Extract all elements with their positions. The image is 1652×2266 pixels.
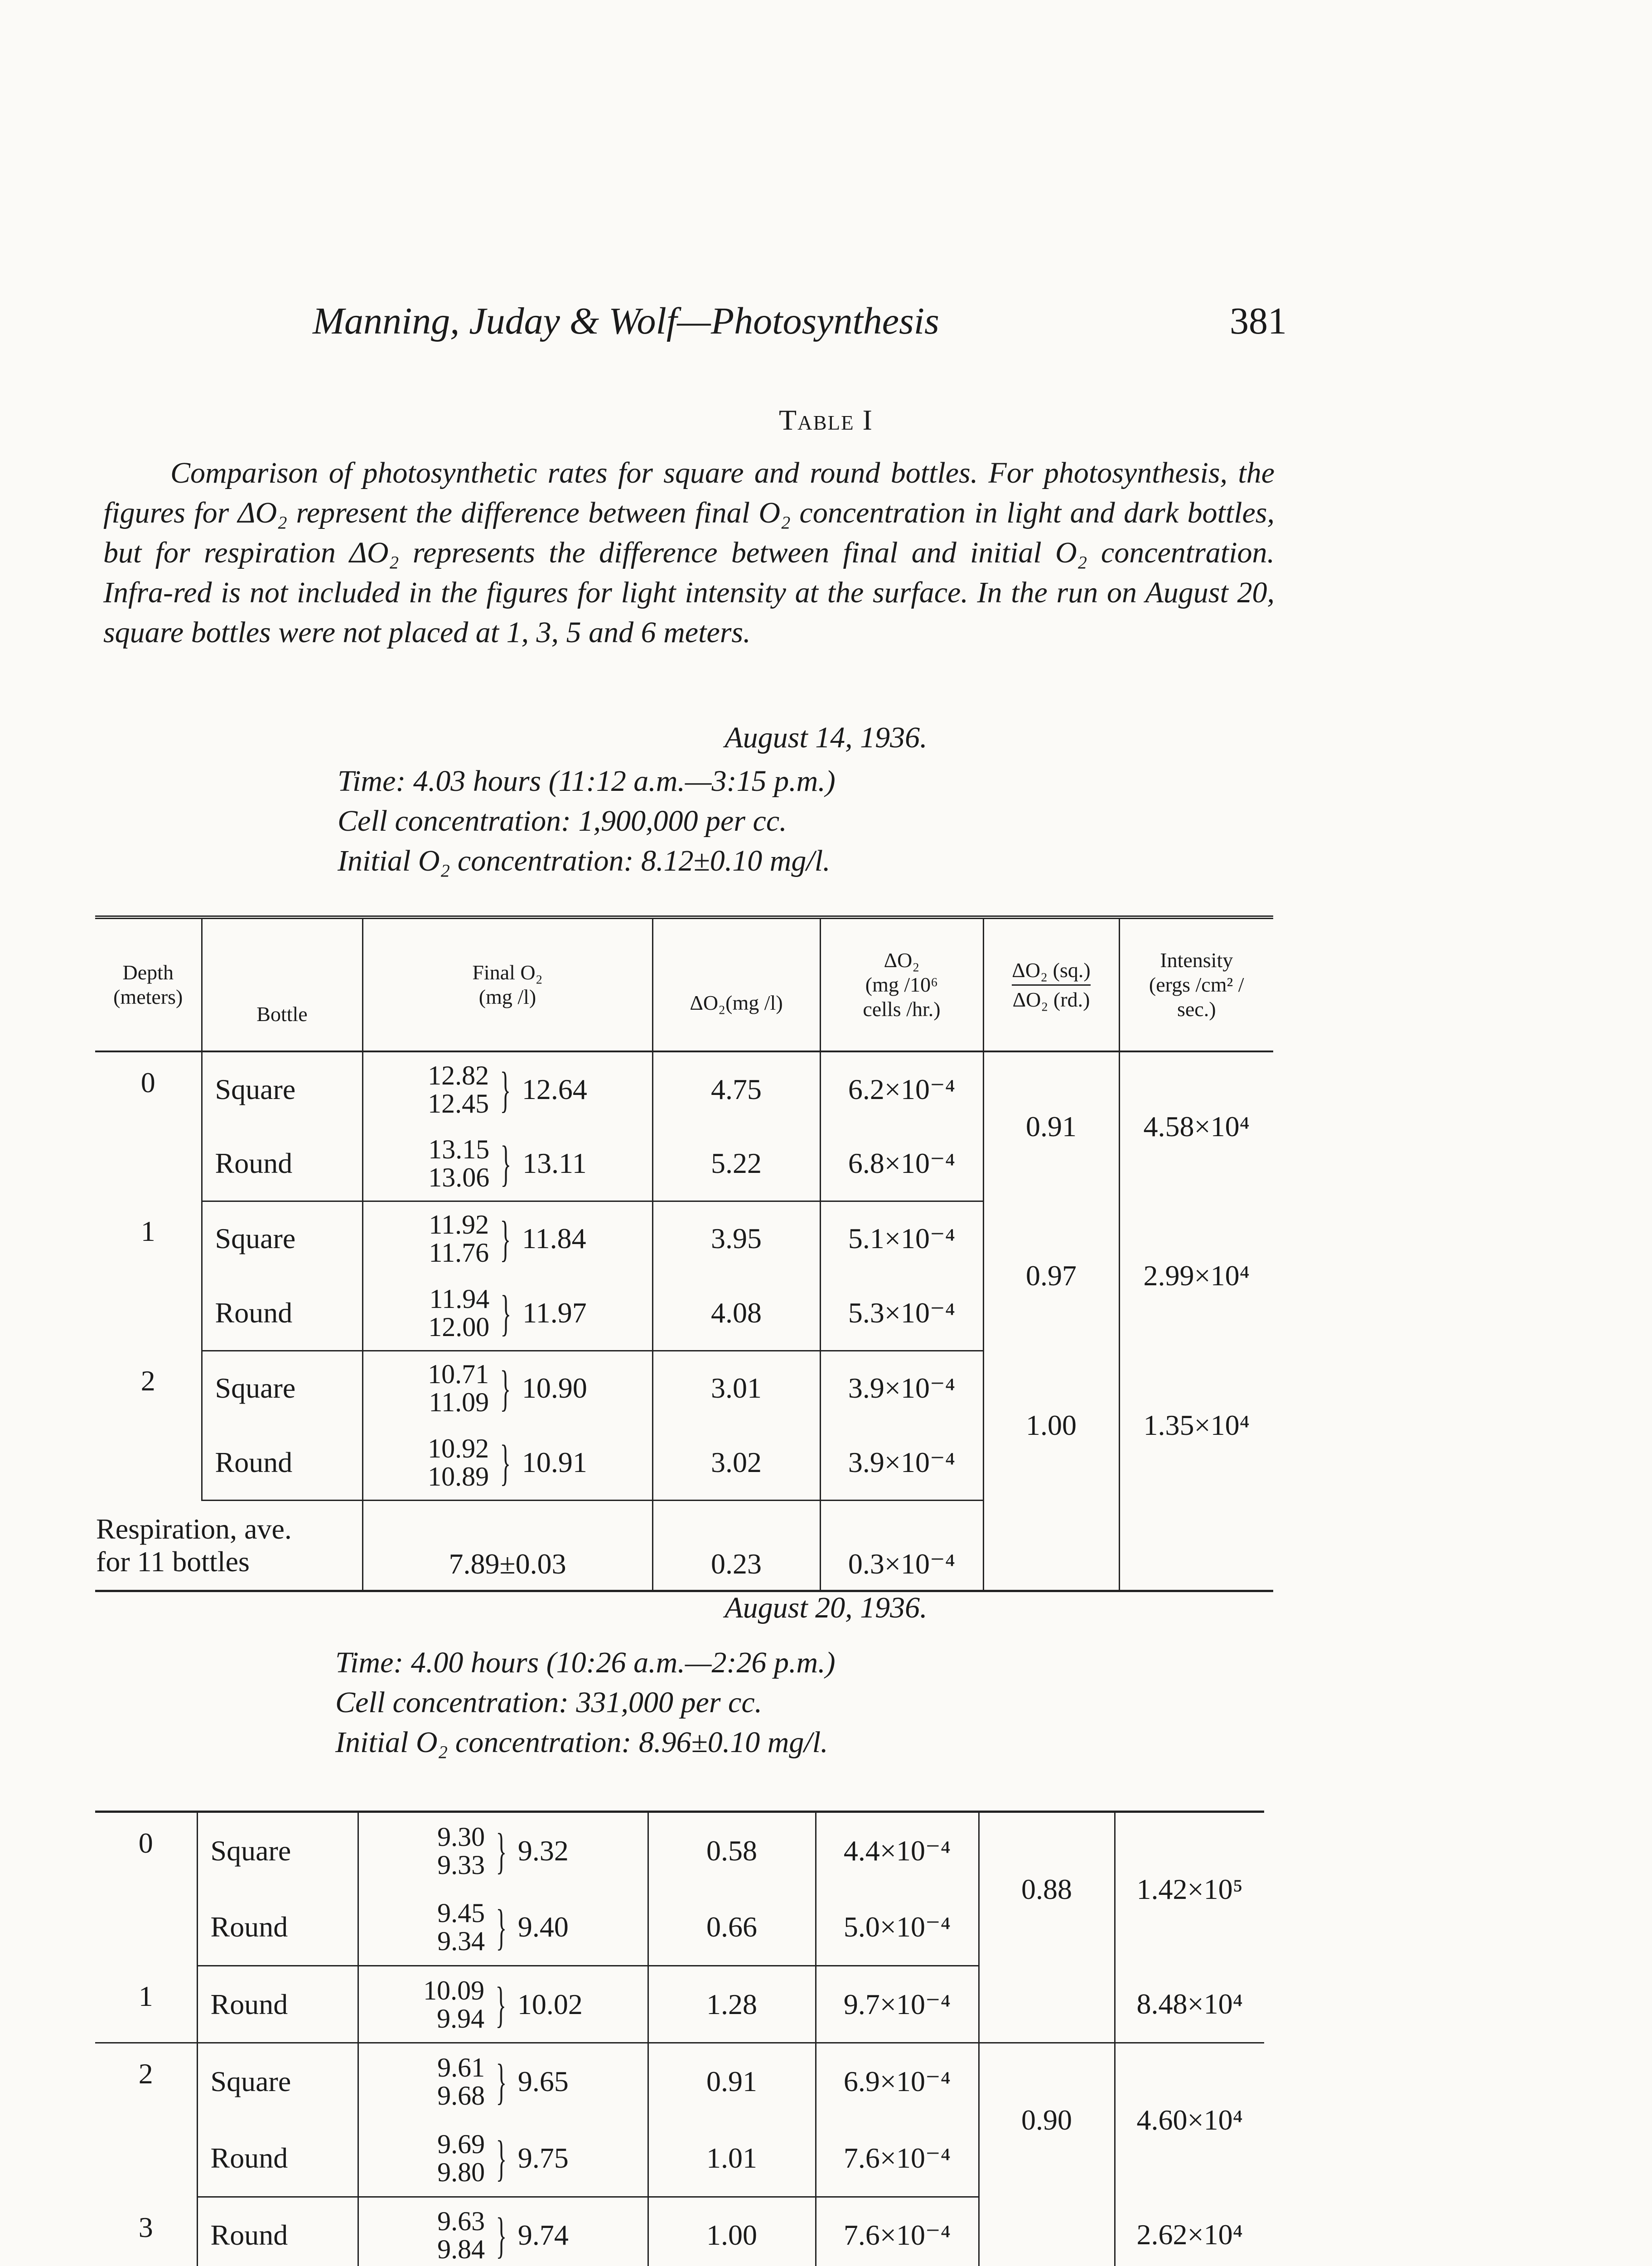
ratio-cell: 0.88 xyxy=(979,1812,1115,1966)
bottle-cell: Round xyxy=(197,1889,358,1966)
intensity-cell: 8.48×10⁴ xyxy=(1115,1966,1264,2043)
bottle-cell: Square xyxy=(202,1201,362,1276)
depth-cell: 1 xyxy=(95,1966,197,2043)
delta-o2-cell: 5.22 xyxy=(652,1126,820,1201)
final-o2-mean: 10.90 xyxy=(522,1372,587,1404)
final-o2-reading-2: 11.76 xyxy=(429,1238,489,1268)
bottle-cell: Round xyxy=(197,2120,358,2197)
final-o2-reading-2: 12.45 xyxy=(428,1088,489,1118)
final-o2-mean: 9.74 xyxy=(517,2219,569,2251)
table-row xyxy=(95,1812,1264,1889)
final-o2-readings xyxy=(437,1823,485,1879)
brace-glyph: } xyxy=(500,1434,511,1490)
header-rate-bot: cells /hr.) xyxy=(863,997,941,1021)
final-o2-reading-2: 9.68 xyxy=(437,2081,485,2111)
table-august-20 xyxy=(95,1811,1264,2266)
page-number: 381 xyxy=(1230,300,1287,342)
final-o2-pair xyxy=(359,2130,647,2186)
header-depth-label: Depth xyxy=(122,961,174,984)
depth-cell: 2 xyxy=(140,1365,155,1397)
final-o2-reading-2: 9.33 xyxy=(437,1850,485,1880)
rate-cell: 3.9×10⁻⁴ xyxy=(820,1351,983,1425)
final-o2-reading-2: 12.00 xyxy=(428,1312,490,1342)
respiration-row xyxy=(95,1500,1273,1591)
rate-cell: 5.0×10⁻⁴ xyxy=(816,1889,979,1966)
rate-cell: 3.9×10⁻⁴ xyxy=(820,1425,983,1500)
delta-o2-cell: 0.66 xyxy=(648,1889,816,1966)
final-o2-pair xyxy=(363,1360,652,1416)
final-o2-reading-2: 13.06 xyxy=(428,1162,490,1192)
final-o2-reading-1: 9.69 xyxy=(437,2129,485,2159)
final-o2-mean: 12.64 xyxy=(522,1073,587,1105)
final-o2-cell xyxy=(362,1425,652,1500)
bottle-cell: Round xyxy=(197,2197,358,2266)
run2-cells: Cell concentration: 331,000 per cc. xyxy=(335,1686,763,1719)
rate-cell: 7.6×10⁻⁴ xyxy=(816,2120,979,2197)
rate-cell: 5.1×10⁻⁴ xyxy=(820,1201,983,1276)
header-delta-o2-label: ΔO₂(mg /l) xyxy=(690,991,783,1014)
brace-glyph: } xyxy=(496,1899,507,1955)
header-intensity-1: Intensity xyxy=(1160,949,1233,972)
header-bottle xyxy=(202,917,362,1051)
run1-time: Time: 4.03 hours (11:12 a.m.—3:15 p.m.) xyxy=(338,765,836,798)
header-ratio-top: ΔO₂ (sq.) xyxy=(1012,958,1090,986)
final-o2-cell xyxy=(358,2197,648,2266)
header-final-o2 xyxy=(362,917,652,1051)
header-ratio xyxy=(983,917,1119,1051)
ratio-cell xyxy=(979,1966,1115,2043)
bottle-cell: Round xyxy=(202,1126,362,1201)
run2-initial: Initial O₂ concentration: 8.96±0.10 mg/l. xyxy=(335,1726,828,1759)
table-row xyxy=(95,1051,1273,1126)
final-o2-cell xyxy=(358,1889,648,1966)
table-caption: Comparison of photosynthetic rates for square and round bottles. For photosynthesis, the figures for ΔO₂ represent the difference between final O₂ concentration in light and dark bottles, but for respiration ΔO₂ represents the difference between final and initial O₂ concentration. Infra-red is not included in the figures for light intensity at the surface. In the run on August 20, square bottles were not placed at 1, 3, 5 and 6 meters. xyxy=(103,456,1275,649)
final-o2-mean: 9.32 xyxy=(517,1834,569,1867)
depth-cell: 0 xyxy=(140,1066,155,1099)
final-o2-reading-1: 10.09 xyxy=(423,1975,485,2005)
final-o2-readings xyxy=(437,1899,485,1955)
final-o2-mean: 13.11 xyxy=(522,1147,587,1179)
respiration-final: 7.89±0.03 xyxy=(362,1500,652,1591)
brace-glyph: } xyxy=(496,1823,507,1879)
header-ratio-fraction xyxy=(1012,958,1090,1012)
header-rate xyxy=(820,917,983,1051)
final-o2-mean: 10.91 xyxy=(522,1446,587,1478)
final-o2-pair xyxy=(363,1434,652,1491)
final-o2-readings xyxy=(428,1061,489,1118)
run2-meta xyxy=(335,1643,836,1762)
final-o2-pair xyxy=(359,1899,647,1955)
final-o2-cell xyxy=(358,1966,648,2043)
bottle-cell: Round xyxy=(197,1966,358,2043)
final-o2-mean: 11.84 xyxy=(522,1222,586,1255)
bottle-cell: Square xyxy=(202,1051,362,1126)
final-o2-pair xyxy=(359,2207,647,2263)
header-rate-mid: (mg /10⁶ xyxy=(865,973,938,996)
header-ratio-bot: ΔO₂ (rd.) xyxy=(1012,988,1090,1011)
final-o2-cell xyxy=(362,1276,652,1351)
rate-cell: 7.6×10⁻⁴ xyxy=(816,2197,979,2266)
brace-glyph: } xyxy=(500,1211,511,1267)
table-row xyxy=(95,1966,1264,2043)
table-august-14 xyxy=(95,915,1273,1592)
brace-glyph: } xyxy=(496,2054,507,2110)
respiration-label xyxy=(95,1500,362,1591)
brace-glyph: } xyxy=(500,1361,511,1416)
run1-date: August 14, 1936. xyxy=(725,721,927,754)
rate-cell: 5.3×10⁻⁴ xyxy=(820,1276,983,1351)
final-o2-reading-1: 11.92 xyxy=(429,1210,489,1240)
run1-cells: Cell concentration: 1,900,000 per cc. xyxy=(338,804,787,838)
run2-time: Time: 4.00 hours (10:26 a.m.—2:26 p.m.) xyxy=(335,1646,836,1679)
run1-initial: Initial O₂ concentration: 8.12±0.10 mg/l. xyxy=(338,844,831,877)
brace-glyph: } xyxy=(496,2208,507,2263)
final-o2-readings xyxy=(437,2130,485,2186)
delta-o2-cell: 3.02 xyxy=(652,1425,820,1500)
header-depth-unit: (meters) xyxy=(113,985,183,1008)
final-o2-mean: 11.97 xyxy=(522,1296,587,1329)
intensity-cell: 4.60×10⁴ xyxy=(1115,2043,1264,2197)
intensity-cell: 2.62×10⁴ xyxy=(1115,2197,1264,2266)
brace-glyph: } xyxy=(500,1061,511,1117)
final-o2-reading-2: 10.89 xyxy=(428,1461,489,1491)
table-row xyxy=(95,2197,1264,2266)
table-title: Table I xyxy=(779,404,873,436)
delta-o2-cell: 0.91 xyxy=(648,2043,816,2120)
header-intensity xyxy=(1119,917,1273,1051)
header-bottle-label: Bottle xyxy=(256,1002,308,1026)
header-rate-top: ΔO₂ xyxy=(884,949,920,972)
running-head xyxy=(313,299,1287,343)
rate-cell: 6.9×10⁻⁴ xyxy=(816,2043,979,2120)
rate-cell: 9.7×10⁻⁴ xyxy=(816,1966,979,2043)
header-depth xyxy=(95,917,202,1051)
bottle-cell: Round xyxy=(202,1276,362,1351)
final-o2-reading-1: 11.94 xyxy=(429,1283,490,1314)
final-o2-mean: 9.65 xyxy=(517,2065,569,2098)
brace-glyph: } xyxy=(500,1135,512,1191)
final-o2-pair xyxy=(363,1285,652,1341)
ratio-cell: 0.90 xyxy=(979,2043,1115,2197)
ratio-cell: 1.00 xyxy=(983,1351,1119,1500)
final-o2-readings xyxy=(428,1285,489,1341)
final-o2-cell xyxy=(358,1812,648,1889)
table-row xyxy=(95,1351,1273,1425)
final-o2-pair xyxy=(363,1135,652,1191)
ratio-cell xyxy=(979,2197,1115,2266)
final-o2-reading-1: 9.45 xyxy=(437,1898,485,1928)
final-o2-readings xyxy=(423,1976,484,2033)
final-o2-reading-1: 10.92 xyxy=(428,1433,489,1463)
final-o2-readings xyxy=(429,1210,489,1267)
ratio-cell: 0.97 xyxy=(983,1201,1119,1351)
bottle-cell: Square xyxy=(197,2043,358,2120)
delta-o2-cell: 1.00 xyxy=(648,2197,816,2266)
final-o2-cell xyxy=(362,1126,652,1201)
final-o2-pair xyxy=(359,2053,647,2110)
table-row xyxy=(95,2043,1264,2120)
respiration-label-2: for 11 bottles xyxy=(96,1545,250,1578)
depth-cell: 3 xyxy=(95,2197,197,2266)
bottle-cell: Round xyxy=(202,1425,362,1500)
final-o2-mean: 10.02 xyxy=(517,1988,583,2020)
brace-glyph: } xyxy=(495,1976,507,2032)
final-o2-reading-1: 12.82 xyxy=(428,1060,489,1090)
final-o2-reading-1: 13.15 xyxy=(428,1134,490,1164)
final-o2-reading-2: 9.94 xyxy=(437,2003,485,2034)
final-o2-pair xyxy=(363,1061,652,1118)
table-header-row xyxy=(95,917,1273,1051)
final-o2-mean: 9.75 xyxy=(517,2141,569,2174)
run2-date: August 20, 1936. xyxy=(725,1591,927,1624)
final-o2-readings xyxy=(428,1360,489,1416)
delta-o2-cell: 1.28 xyxy=(648,1966,816,2043)
final-o2-reading-2: 9.84 xyxy=(437,2234,485,2264)
final-o2-mean: 9.40 xyxy=(517,1910,569,1943)
final-o2-cell xyxy=(362,1051,652,1126)
delta-o2-cell: 3.01 xyxy=(652,1351,820,1425)
final-o2-reading-1: 10.71 xyxy=(428,1359,489,1390)
final-o2-pair xyxy=(359,1976,647,2033)
rate-cell: 4.4×10⁻⁴ xyxy=(816,1812,979,1889)
delta-o2-cell: 0.58 xyxy=(648,1812,816,1889)
delta-o2-cell: 4.75 xyxy=(652,1051,820,1126)
depth-cell: 0 xyxy=(138,1827,153,1859)
respiration-ratio-empty xyxy=(983,1500,1119,1591)
bottle-cell: Square xyxy=(202,1351,362,1425)
final-o2-cell xyxy=(362,1351,652,1425)
intensity-cell: 4.58×10⁴ xyxy=(1119,1051,1273,1201)
respiration-label-1: Respiration, ave. xyxy=(96,1512,292,1545)
final-o2-cell xyxy=(358,2120,648,2197)
running-head-title: Manning, Juday & Wolf—Photosynthesis xyxy=(313,300,939,342)
final-o2-pair xyxy=(363,1210,652,1267)
header-final-o2-unit: (mg /l) xyxy=(478,985,536,1008)
header-delta-o2 xyxy=(652,917,820,1051)
brace-glyph: } xyxy=(500,1285,512,1341)
intensity-cell: 1.42×10⁵ xyxy=(1115,1812,1264,1966)
table-row xyxy=(95,1201,1273,1276)
respiration-delta: 0.23 xyxy=(652,1500,820,1591)
final-o2-reading-1: 9.30 xyxy=(437,1821,485,1852)
final-o2-reading-1: 9.63 xyxy=(437,2206,485,2236)
depth-cell: 1 xyxy=(140,1215,155,1247)
delta-o2-cell: 4.08 xyxy=(652,1276,820,1351)
header-final-o2-label: Final O₂ xyxy=(472,961,543,984)
final-o2-readings xyxy=(428,1135,489,1191)
final-o2-readings xyxy=(437,2053,485,2110)
final-o2-reading-2: 9.34 xyxy=(437,1926,485,1956)
rate-cell: 6.8×10⁻⁴ xyxy=(820,1126,983,1201)
run1-meta xyxy=(338,761,836,881)
depth-cell: 2 xyxy=(138,2058,153,2090)
header-intensity-3: sec.) xyxy=(1177,997,1216,1021)
intensity-cell: 1.35×10⁴ xyxy=(1119,1351,1273,1500)
final-o2-readings xyxy=(428,1434,489,1491)
delta-o2-cell: 1.01 xyxy=(648,2120,816,2197)
rate-cell: 6.2×10⁻⁴ xyxy=(820,1051,983,1126)
brace-glyph: } xyxy=(496,2130,507,2186)
final-o2-reading-1: 9.61 xyxy=(437,2053,485,2083)
final-o2-reading-2: 11.09 xyxy=(429,1387,489,1418)
final-o2-reading-2: 9.80 xyxy=(437,2157,485,2187)
final-o2-cell xyxy=(358,2043,648,2120)
bottle-cell: Square xyxy=(197,1812,358,1889)
intensity-cell: 2.99×10⁴ xyxy=(1119,1201,1273,1351)
final-o2-readings xyxy=(437,2207,485,2263)
header-intensity-2: (ergs /cm² / xyxy=(1149,973,1244,996)
final-o2-pair xyxy=(359,1823,647,1879)
respiration-intensity-empty xyxy=(1119,1500,1273,1591)
ratio-cell: 0.91 xyxy=(983,1051,1119,1201)
respiration-rate: 0.3×10⁻⁴ xyxy=(820,1500,983,1591)
final-o2-cell xyxy=(362,1201,652,1276)
delta-o2-cell: 3.95 xyxy=(652,1201,820,1276)
